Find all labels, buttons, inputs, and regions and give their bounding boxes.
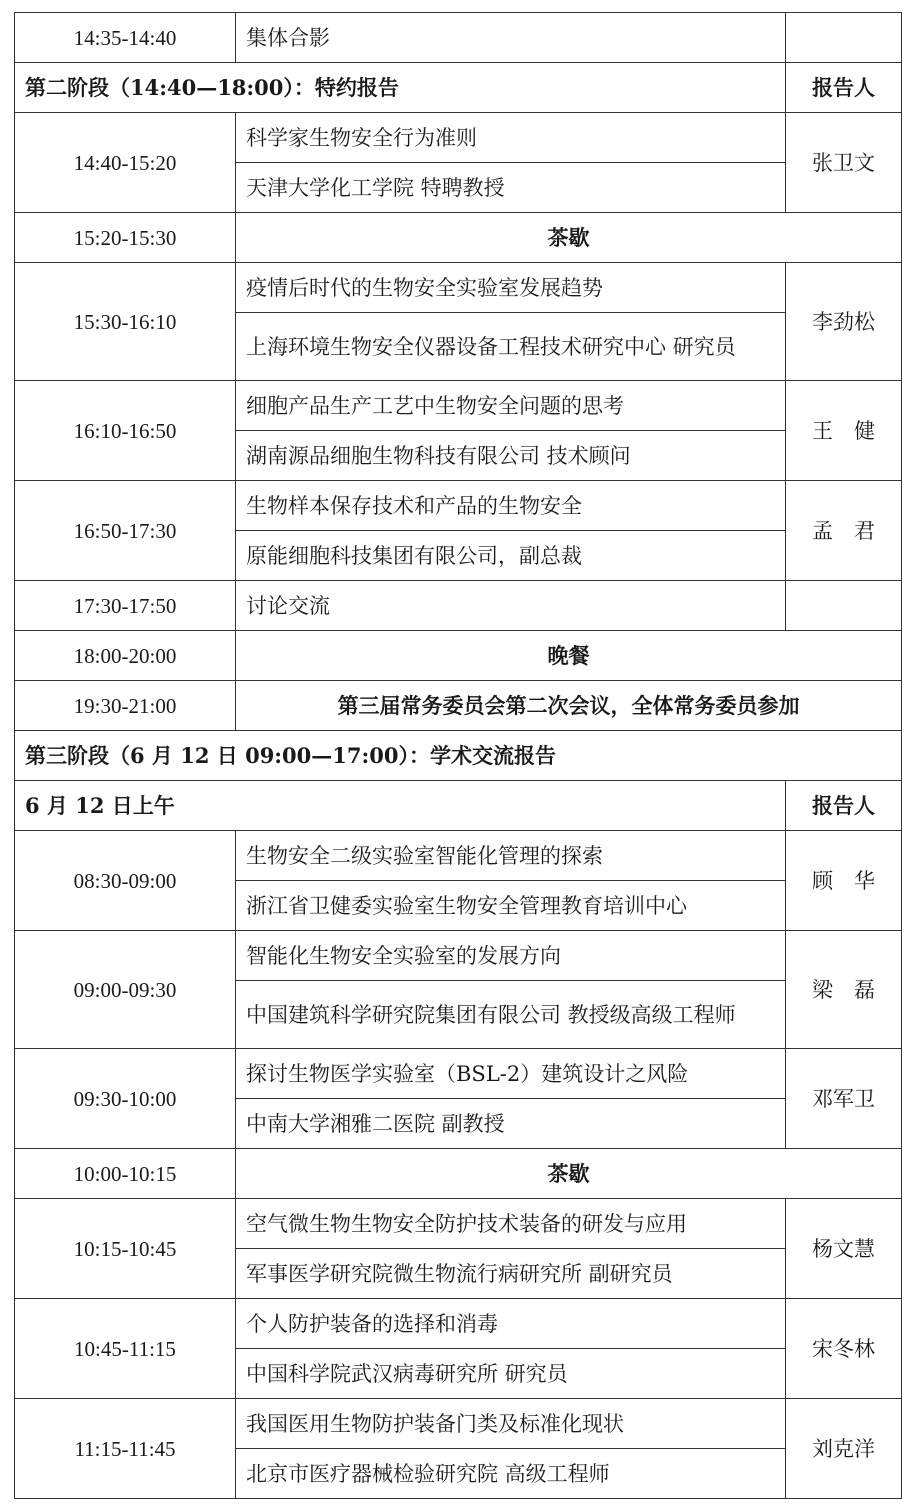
speaker-name: 李劲松 bbox=[786, 263, 902, 381]
table-row bbox=[15, 113, 902, 163]
talk-title: 探讨生物医学实验室（BSL-2）建筑设计之风险 bbox=[236, 1049, 786, 1099]
table-row bbox=[15, 931, 902, 981]
talk-title: 科学家生物安全行为准则 bbox=[236, 113, 786, 163]
speaker-affiliation: 原能细胞科技集团有限公司，副总裁 bbox=[236, 531, 786, 581]
time-cell: 11:15-11:45 bbox=[15, 1399, 236, 1499]
time-cell: 14:35-14:40 bbox=[15, 13, 236, 63]
session-title: 讨论交流 bbox=[236, 581, 786, 631]
time-cell: 10:00-10:15 bbox=[15, 1149, 236, 1199]
time-cell: 09:00-09:30 bbox=[15, 931, 236, 1049]
speaker-name: 宋冬林 bbox=[786, 1299, 902, 1399]
talk-title: 智能化生物安全实验室的发展方向 bbox=[236, 931, 786, 981]
break-label: 茶歇 bbox=[236, 213, 902, 263]
break-label: 茶歇 bbox=[236, 1149, 902, 1199]
time-cell: 16:50-17:30 bbox=[15, 481, 236, 581]
speaker-affiliation: 天津大学化工学院 特聘教授 bbox=[236, 163, 786, 213]
time-cell: 14:40-15:20 bbox=[15, 113, 236, 213]
talk-title: 生物安全二级实验室智能化管理的探索 bbox=[236, 831, 786, 881]
stage-header-row bbox=[15, 63, 902, 113]
talk-title: 个人防护装备的选择和消毒 bbox=[236, 1299, 786, 1349]
table-row bbox=[15, 1199, 902, 1249]
time-cell: 09:30-10:00 bbox=[15, 1049, 236, 1149]
speaker-affiliation: 浙江省卫健委实验室生物安全管理教育培训中心 bbox=[236, 881, 786, 931]
stage-title: 第三阶段（6 月 12 日 09:00—17:00）：学术交流报告 bbox=[15, 731, 902, 781]
speaker-affiliation: 湖南源品细胞生物科技有限公司 技术顾问 bbox=[236, 431, 786, 481]
table-row bbox=[15, 263, 902, 313]
talk-title: 细胞产品生产工艺中生物安全问题的思考 bbox=[236, 381, 786, 431]
speaker-affiliation: 北京市医疗器械检验研究院 高级工程师 bbox=[236, 1449, 786, 1499]
subsection-header-row bbox=[15, 781, 902, 831]
stage-title: 第二阶段（14:40—18:00）：特约报告 bbox=[15, 63, 786, 113]
talk-title: 我国医用生物防护装备门类及标准化现状 bbox=[236, 1399, 786, 1449]
speaker-name: 王 健 bbox=[786, 381, 902, 481]
time-cell: 19:30-21:00 bbox=[15, 681, 236, 731]
talk-title: 生物样本保存技术和产品的生物安全 bbox=[236, 481, 786, 531]
speaker-affiliation: 中国建筑科学研究院集团有限公司 教授级高级工程师 bbox=[236, 981, 786, 1049]
speaker-column-header: 报告人 bbox=[786, 63, 902, 113]
speaker-affiliation: 军事医学研究院微生物流行病研究所 副研究员 bbox=[236, 1249, 786, 1299]
table-row bbox=[15, 481, 902, 531]
day-label: 6 月 12 日上午 bbox=[15, 781, 786, 831]
session-title: 集体合影 bbox=[236, 13, 786, 63]
table-row bbox=[15, 213, 902, 263]
table-row bbox=[15, 831, 902, 881]
speaker-affiliation: 上海环境生物安全仪器设备工程技术研究中心 研究员 bbox=[236, 313, 786, 381]
speaker-name: 顾 华 bbox=[786, 831, 902, 931]
schedule-table bbox=[14, 12, 902, 1499]
speaker-name: 杨文慧 bbox=[786, 1199, 902, 1299]
table-row bbox=[15, 13, 902, 63]
talk-title: 疫情后时代的生物安全实验室发展趋势 bbox=[236, 263, 786, 313]
speaker-affiliation: 中国科学院武汉病毒研究所 研究员 bbox=[236, 1349, 786, 1399]
time-cell: 10:15-10:45 bbox=[15, 1199, 236, 1299]
break-label: 晚餐 bbox=[236, 631, 902, 681]
meeting-label: 第三届常务委员会第二次会议，全体常务委员参加 bbox=[236, 681, 902, 731]
stage-header-row bbox=[15, 731, 902, 781]
speaker-name: 刘克洋 bbox=[786, 1399, 902, 1499]
table-row bbox=[15, 581, 902, 631]
speaker-name: 张卫文 bbox=[786, 113, 902, 213]
table-row bbox=[15, 631, 902, 681]
table-row bbox=[15, 1149, 902, 1199]
time-cell: 16:10-16:50 bbox=[15, 381, 236, 481]
table-row bbox=[15, 1299, 902, 1349]
speaker-cell bbox=[786, 581, 902, 631]
speaker-name: 孟 君 bbox=[786, 481, 902, 581]
time-cell: 15:30-16:10 bbox=[15, 263, 236, 381]
time-cell: 10:45-11:15 bbox=[15, 1299, 236, 1399]
table-row bbox=[15, 681, 902, 731]
speaker-name: 邓军卫 bbox=[786, 1049, 902, 1149]
time-cell: 08:30-09:00 bbox=[15, 831, 236, 931]
talk-title: 空气微生物生物安全防护技术装备的研发与应用 bbox=[236, 1199, 786, 1249]
table-row bbox=[15, 381, 902, 431]
time-cell: 17:30-17:50 bbox=[15, 581, 236, 631]
table-row bbox=[15, 1049, 902, 1099]
time-cell: 15:20-15:30 bbox=[15, 213, 236, 263]
speaker-name: 梁 磊 bbox=[786, 931, 902, 1049]
speaker-column-header: 报告人 bbox=[786, 781, 902, 831]
speaker-affiliation: 中南大学湘雅二医院 副教授 bbox=[236, 1099, 786, 1149]
table-row bbox=[15, 1399, 902, 1449]
speaker-cell bbox=[786, 13, 902, 63]
time-cell: 18:00-20:00 bbox=[15, 631, 236, 681]
